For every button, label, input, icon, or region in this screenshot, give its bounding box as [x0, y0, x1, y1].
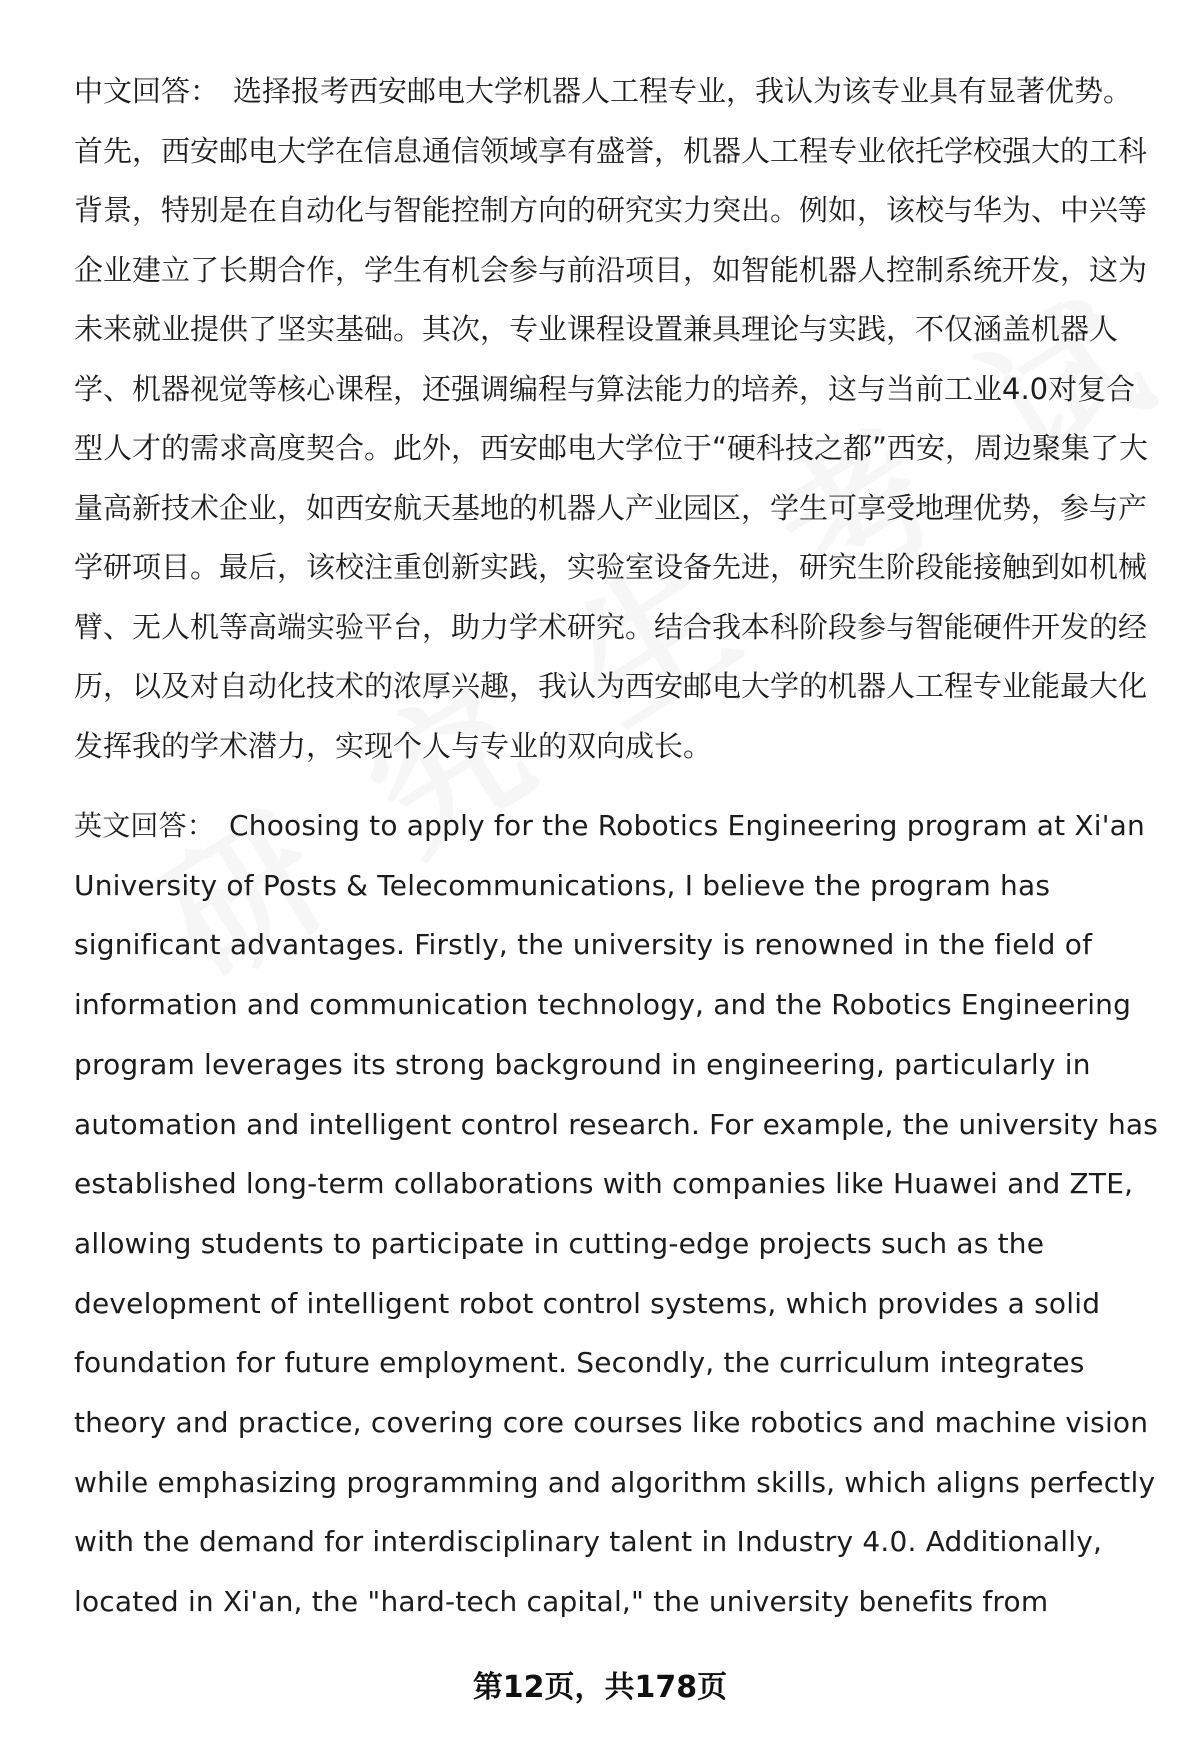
chinese-answer-text: 选择报考西安邮电大学机器人工程专业，我认为该专业具有显著优势。首先，西安邮电大学在信息通信领域享有盛誉，机器人工程专业依托学校强大的工科背景，特别是在自动化与智能控制方向的研究实力突出。例如，该校与华为、中兴等企业建立了长期合作，学生有机会参与前沿项目，如智能机器人控制系统开发，这为未来就业提供了坚实基础。其次，专业课程设置兼具理论与实践，不仅涵盖机器人学、机器视觉等核心课程，还强调编程与算法能力的培养，这与当前工业4.0对复合型人才的需求高度契合。此外，西安邮电大学位于“硬科技之都”西安，周边聚集了大量高新技术企业，如西安航天基地的机器人产业园区，学生可享受地理优势，参与产学研项目。最后，该校注重创新实践，实验室设备先进，研究生阶段能接触到如机械臂、无人机等高端实验平台，助力学术研究。结合我本科阶段参与智能硬件开发的经历，以及对自动化技术的浓厚兴趣，我认为西安邮电大学的机器人工程专业能最大化发挥我的学术潜力，实现个人与专业的双向成长。 — [74, 74, 1149, 763]
english-answer-label: 英文回答： — [74, 809, 216, 842]
chinese-answer-paragraph — [74, 62, 1160, 776]
page-content — [74, 62, 1160, 1632]
english-answer-text: Choosing to apply for the Robotics Engineering program at Xi'an University of Posts & Telecommunications, I believe the program has significant advantages. Firstly, the university is renowned in the field of information and communication technology, and the Robotics Engineering program leverages its strong background in engineering, particularly in automation and intelligent control research. For example, the university has established long-term collaborations with companies like Huawei and ZTE, allowing students to participate in cutting-edge projects such as the development of intelligent robot control systems, which provides a solid foundation for future employment. Secondly, the curriculum integrates theory and practice, covering core courses like robotics and machine vision while emphasizing programming and algorithm skills, which aligns perfectly with the demand for interdisciplinary talent in Industry 4.0. Additionally, located in Xi'an, the "hard-tech capital," the university benefits from — [74, 809, 1159, 1619]
chinese-answer-label: 中文回答： — [74, 74, 220, 108]
english-answer-paragraph — [74, 796, 1160, 1632]
page-number-footer: 第12页，共178页 — [472, 1670, 728, 1705]
